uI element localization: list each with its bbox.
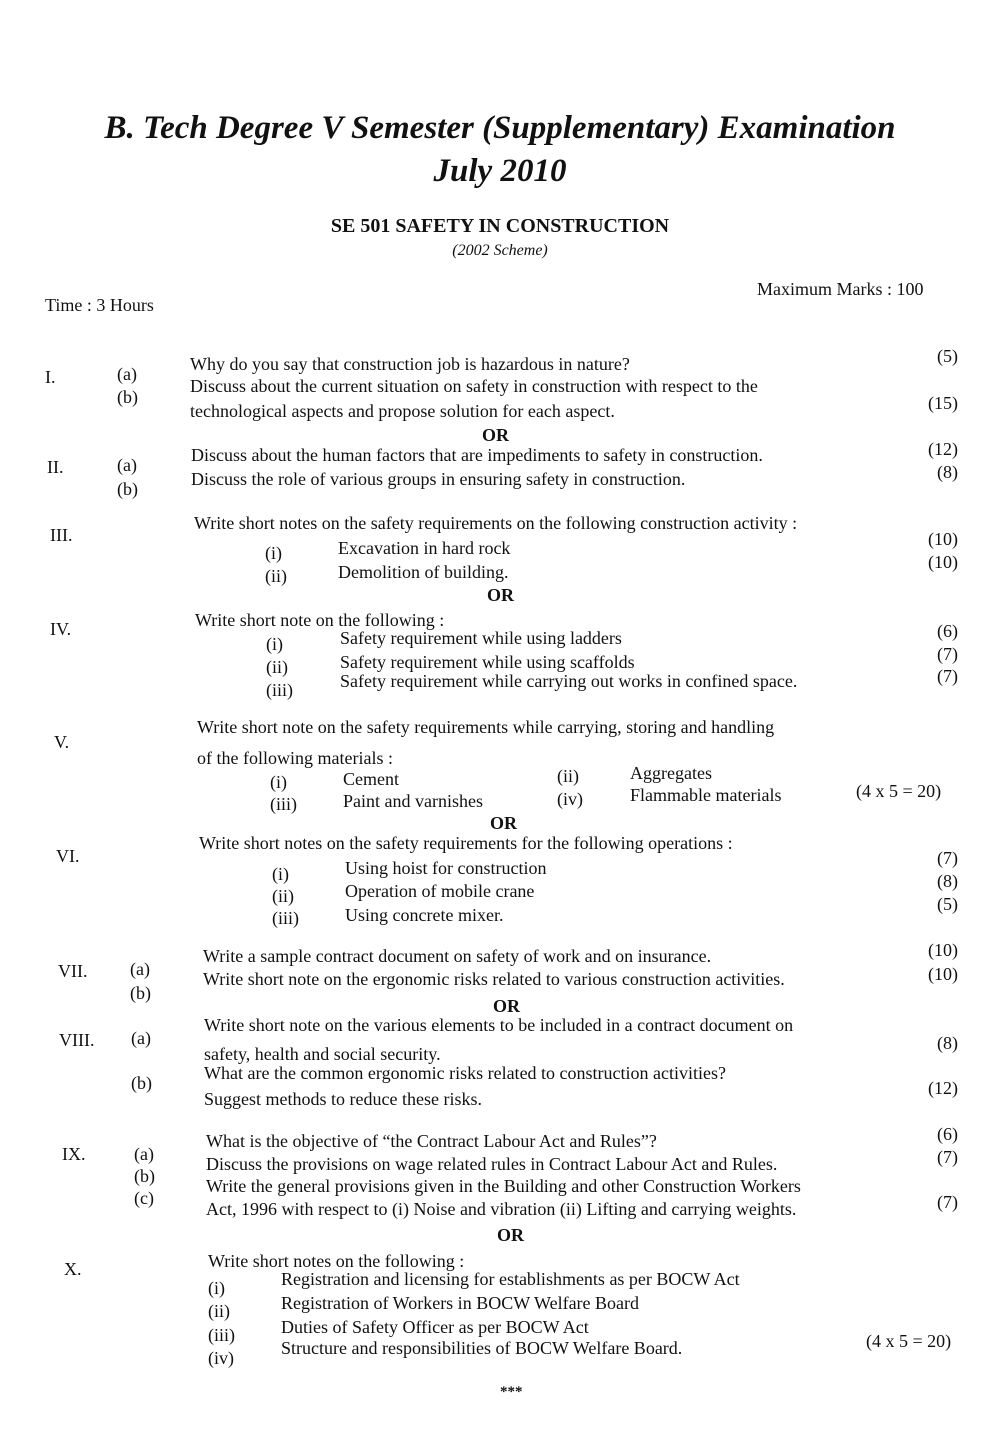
item-label: (iii) bbox=[272, 908, 299, 928]
or-separator: OR bbox=[487, 585, 514, 605]
question-number: IX. bbox=[62, 1144, 86, 1164]
question-number: VIII. bbox=[59, 1030, 95, 1050]
question-number: VII. bbox=[58, 961, 88, 981]
question-number: VI. bbox=[56, 846, 80, 866]
item-text: Using hoist for construction bbox=[345, 858, 547, 878]
time-label: Time : 3 Hours bbox=[45, 295, 154, 315]
question-text: Discuss the provisions on wage related rules in Contract Labour Act and Rules. bbox=[206, 1154, 778, 1174]
question-text: What are the common ergonomic risks related to construction activities? bbox=[204, 1063, 726, 1083]
or-separator: OR bbox=[490, 813, 517, 833]
item-text: Structure and responsibilities of BOCW Welfare Board. bbox=[281, 1338, 683, 1358]
scheme-label: (2002 Scheme) bbox=[452, 242, 548, 259]
end-marker: *** bbox=[500, 1384, 523, 1400]
part-label: (b) bbox=[130, 983, 151, 1003]
question-text: Write short notes on the following : bbox=[208, 1251, 465, 1271]
marks: (12) bbox=[928, 439, 958, 459]
part-label: (b) bbox=[117, 387, 138, 407]
part-label: (b) bbox=[117, 479, 138, 499]
item-text: Operation of mobile crane bbox=[345, 881, 535, 901]
item-label: (ii) bbox=[265, 566, 287, 586]
part-label: (a) bbox=[130, 959, 150, 979]
item-label: (i) bbox=[270, 772, 287, 792]
question-text: Write a sample contract document on safety of work and on insurance. bbox=[203, 946, 712, 966]
marks: (7) bbox=[937, 1147, 958, 1167]
or-separator: OR bbox=[497, 1225, 524, 1245]
marks: (8) bbox=[937, 462, 958, 482]
item-text: Duties of Safety Officer as per BOCW Act bbox=[281, 1317, 589, 1337]
marks: (8) bbox=[937, 871, 958, 891]
item-text: Cement bbox=[343, 769, 399, 789]
item-text: Aggregates bbox=[630, 763, 712, 783]
question-text: Write short notes on the safety requirements on the following construction activity : bbox=[194, 513, 798, 533]
question-text: Act, 1996 with respect to (i) Noise and vibration (ii) Lifting and carrying weights. bbox=[206, 1199, 797, 1219]
part-label: (b) bbox=[134, 1166, 155, 1186]
item-text: Safety requirement while carrying out works in confined space. bbox=[340, 671, 798, 691]
marks: (4 x 5 = 20) bbox=[856, 781, 942, 801]
question-number: III. bbox=[50, 525, 73, 545]
subject-title: SE 501 SAFETY IN CONSTRUCTION bbox=[330, 215, 670, 237]
marks: (15) bbox=[928, 393, 958, 413]
item-label: (iv) bbox=[208, 1348, 234, 1368]
item-label: (ii) bbox=[272, 886, 294, 906]
question-text: Discuss the role of various groups in ensuring safety in construction. bbox=[191, 469, 686, 489]
question-text: Write short note on the ergonomic risks related to various construction activities. bbox=[203, 969, 785, 989]
marks: (8) bbox=[937, 1033, 958, 1053]
item-label: (ii) bbox=[266, 657, 288, 677]
item-label: (iii) bbox=[266, 680, 293, 700]
question-text: Write short note on the various elements to be included in a contract document on bbox=[204, 1015, 794, 1035]
part-label: (c) bbox=[134, 1188, 154, 1208]
or-separator: OR bbox=[482, 425, 509, 445]
question-text: Write short notes on the safety requirements for the following operations : bbox=[199, 833, 733, 853]
part-label: (b) bbox=[131, 1073, 152, 1093]
marks: (7) bbox=[937, 1192, 958, 1212]
item-text: Flammable materials bbox=[630, 785, 782, 805]
item-text: Demolition of building. bbox=[338, 562, 509, 582]
item-text: Safety requirement while using scaffolds bbox=[340, 652, 635, 672]
item-label: (ii) bbox=[208, 1301, 230, 1321]
item-label: (i) bbox=[266, 634, 283, 654]
marks: (5) bbox=[937, 894, 958, 914]
question-text: Write short note on the safety requirements while carrying, storing and handling bbox=[197, 717, 775, 737]
item-text: Safety requirement while using ladders bbox=[340, 628, 622, 648]
part-label: (a) bbox=[131, 1028, 151, 1048]
item-label: (iii) bbox=[270, 794, 297, 814]
or-separator: OR bbox=[493, 996, 520, 1016]
question-number: V. bbox=[54, 732, 70, 752]
question-text: Write short note on the following : bbox=[195, 610, 445, 630]
question-text: Suggest methods to reduce these risks. bbox=[204, 1089, 482, 1109]
question-text: Why do you say that construction job is hazardous in nature? bbox=[190, 354, 630, 374]
marks: (10) bbox=[928, 940, 958, 960]
question-number: I. bbox=[45, 367, 56, 387]
question-text: Discuss about the current situation on safety in construction with respect to the bbox=[190, 376, 758, 396]
marks: (7) bbox=[937, 644, 958, 664]
question-text: Write the general provisions given in the Building and other Construction Workers bbox=[206, 1176, 801, 1196]
question-text: of the following materials : bbox=[197, 748, 393, 768]
part-label: (a) bbox=[117, 364, 137, 384]
marks: (10) bbox=[928, 964, 958, 984]
marks: (12) bbox=[928, 1078, 958, 1098]
marks: (10) bbox=[928, 529, 958, 549]
exam-title: B. Tech Degree V Semester (Supplementary) Examination bbox=[104, 110, 896, 146]
marks: (4 x 5 = 20) bbox=[866, 1331, 952, 1351]
item-label: (i) bbox=[265, 543, 282, 563]
question-number: X. bbox=[64, 1259, 82, 1279]
marks: (7) bbox=[937, 848, 958, 868]
item-text: Using concrete mixer. bbox=[345, 905, 504, 925]
marks: (7) bbox=[937, 666, 958, 686]
item-label: (ii) bbox=[557, 766, 579, 786]
question-text: safety, health and social security. bbox=[204, 1044, 441, 1064]
question-text: technological aspects and propose solution for each aspect. bbox=[190, 401, 615, 421]
item-text: Excavation in hard rock bbox=[338, 538, 511, 558]
question-text: What is the objective of “the Contract Labour Act and Rules”? bbox=[206, 1131, 657, 1151]
item-label: (i) bbox=[208, 1278, 225, 1298]
marks: (6) bbox=[937, 621, 958, 641]
marks: (6) bbox=[937, 1124, 958, 1144]
item-label: (iv) bbox=[557, 789, 583, 809]
question-number: II. bbox=[47, 457, 64, 477]
item-text: Registration and licensing for establishments as per BOCW Act bbox=[281, 1269, 740, 1289]
question-text: Discuss about the human factors that are impediments to safety in construction. bbox=[191, 445, 763, 465]
part-label: (a) bbox=[117, 455, 137, 475]
item-text: Registration of Workers in BOCW Welfare Board bbox=[281, 1293, 640, 1313]
marks: (10) bbox=[928, 552, 958, 572]
item-label: (i) bbox=[272, 864, 289, 884]
item-text: Paint and varnishes bbox=[343, 791, 483, 811]
marks: (5) bbox=[937, 346, 958, 366]
max-marks-label: Maximum Marks : 100 bbox=[757, 279, 924, 299]
part-label: (a) bbox=[134, 1144, 154, 1164]
question-number: IV. bbox=[50, 619, 72, 639]
exam-date: July 2010 bbox=[433, 153, 567, 189]
item-label: (iii) bbox=[208, 1325, 235, 1345]
